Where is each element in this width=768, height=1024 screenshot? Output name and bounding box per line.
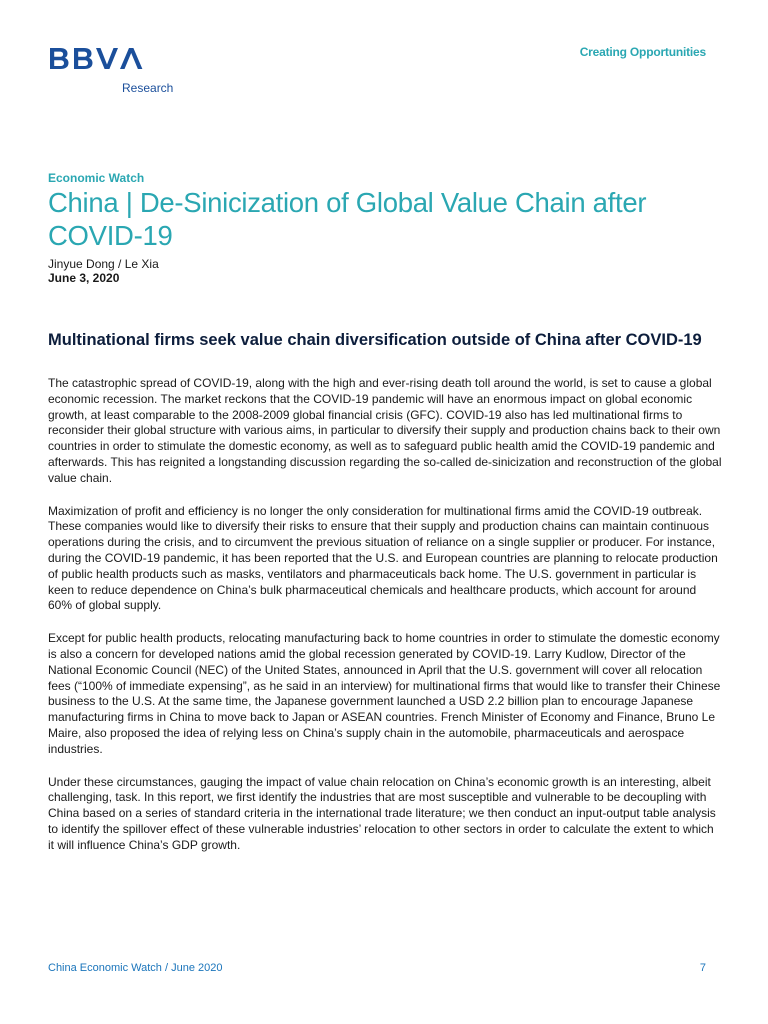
footer-publication: China Economic Watch / June 2020 xyxy=(48,962,223,974)
report-date: June 3, 2020 xyxy=(48,271,120,285)
report-authors: Jinyue Dong / Le Xia xyxy=(48,257,159,271)
tagline: Creating Opportunities xyxy=(579,45,706,59)
body-paragraph: Maximization of profit and efficiency is no longer the only consideration for multinational firms amid the COVID-19 outbreak. These companies would like to diversify their risks to ensure that their supply and production chains can maintain continuous operations during the crisis, and to circumvent the previous situation of reliance on a single supplier or producer. For instance, during the COVID-19 pandemic, it has been reported that the U.S. and European countries are planning to relocate production of public health products such as masks, ventilators and pharmaceuticals back home. The U.S. government in particular is keen to reduce dependence on China’s bulk pharmaceutical chemicals and healthcare products, which account for around 60% of global supply. xyxy=(48,503,718,613)
section-heading: Multinational firms seek value chain diversification outside of China after COVID-19 xyxy=(48,331,702,349)
logo-subtitle: Research xyxy=(122,81,174,95)
report-series: Economic Watch xyxy=(48,171,145,185)
body-paragraph: Under these circumstances, gauging the impact of value chain relocation on China’s economic growth is an interesting, albeit challenging, task. In this report, we first identify the industries that are most susceptible and vulnerable to be decoupling with China based on a series of standard criteria in the international trade literature; we then conduct an input-output table analysis to identify the spillover effect of these vulnerable industries’ relocation to other sectors in order to calculate the extent to which it will influence China’s GDP growth. xyxy=(48,774,716,852)
body-paragraph: Except for public health products, relocating manufacturing back to home countries in order to stimulate the domestic economy is also a concern for developed nations amid the global recession generated by COVID-19. Larry Kudlow, Director of the National Economic Council (NEC) of the United States, announced in April that the U.S. government will cover all relocation fees (“100% of immediate expensing”, as he said in an interview) for multinational firms that would like to transfer their Chinese business to the U.S. At the same time, the Japanese government launched a USD 2.2 billion plan to encourage Japanese manufacturing firms in China to move back to Japan or ASEAN countries. French Minister of Economy and Finance, Bruno Le Maire, also proposed the idea of relying less on China’s supply chain in the automobile, pharmaceuticals and aerospace industries. xyxy=(48,631,721,756)
section-body xyxy=(48,376,722,871)
bbva-logo[interactable] xyxy=(48,44,154,74)
page-number: 7 xyxy=(699,962,706,974)
bbva-logo-mark xyxy=(48,44,154,74)
body-paragraph: The catastrophic spread of COVID-19, along with the high and ever-rising death toll around the world, is set to cause a global economic recession. The market reckons that the COVID-19 pandemic will have an enormous impact on global economic growth, at least comparable to the 2008-2009 global financial crisis (GFC). COVID-19 also has led multinational firms to reconsider their global structure with various aims, in particular to diversify their supply and production chains back to their own countries in order to stimulate the domestic economy, as well as to safeguard public health amid the COVID-19 pandemic and afterwards. This has reignited a longstanding discussion regarding the so-called de-sinicization and reconstruction of the global value chain. xyxy=(48,376,722,485)
report-title: China | De-Sinicization of Global Value Chain after COVID-19 xyxy=(48,187,647,251)
